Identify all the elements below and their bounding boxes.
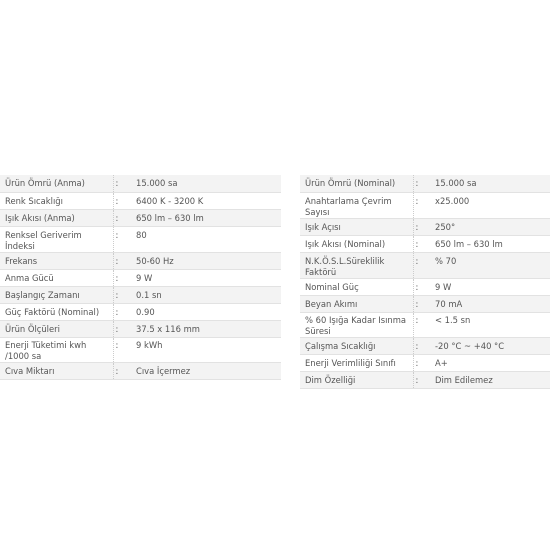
separator: : (113, 337, 131, 362)
spec-label: Enerji Verimliliği Sınıfı (300, 354, 413, 371)
table-row (300, 252, 550, 278)
table-row (0, 209, 281, 226)
table-row (300, 218, 550, 235)
spec-table-right (300, 175, 550, 389)
spec-label: Renk Sıcaklığı (0, 192, 113, 209)
spec-label: Işık Akısı (Nominal) (300, 235, 413, 252)
separator: : (413, 235, 430, 252)
spec-label: Anahtarlama Çevrim Sayısı (300, 192, 413, 218)
spec-value: % 70 (430, 252, 550, 278)
table-row (0, 252, 281, 269)
spec-table-left (0, 175, 281, 380)
spec-value: 6400 K - 3200 K (131, 192, 281, 209)
spec-value: x25.000 (430, 192, 550, 218)
separator: : (413, 192, 430, 218)
spec-label: Çalışma Sıcaklığı (300, 337, 413, 354)
separator: : (413, 218, 430, 235)
spec-value: 650 lm – 630 lm (430, 235, 550, 252)
separator: : (413, 278, 430, 295)
spec-value: 250° (430, 218, 550, 235)
spec-value: -20 °C ~ +40 °C (430, 337, 550, 354)
spec-value: 0.1 sn (131, 286, 281, 303)
spec-label: Güç Faktörü (Nominal) (0, 303, 113, 320)
separator: : (413, 175, 430, 192)
separator: : (113, 303, 131, 320)
separator: : (113, 362, 131, 379)
spec-label: Anma Gücü (0, 269, 113, 286)
spec-label: Beyan Akımı (300, 295, 413, 312)
table-row (300, 312, 550, 337)
separator: : (113, 320, 131, 337)
spec-value: 80 (131, 226, 281, 252)
table-row (0, 286, 281, 303)
table-row (0, 303, 281, 320)
separator: : (413, 354, 430, 371)
spec-value: 70 mA (430, 295, 550, 312)
spec-label: Nominal Güç (300, 278, 413, 295)
table-row (0, 337, 281, 362)
separator: : (413, 252, 430, 278)
spec-label: Başlangıç Zamanı (0, 286, 113, 303)
spec-value: A+ (430, 354, 550, 371)
spec-label: Frekans (0, 252, 113, 269)
separator: : (113, 252, 131, 269)
spec-value: 9 W (430, 278, 550, 295)
separator: : (413, 371, 430, 388)
separator: : (113, 192, 131, 209)
table-row (300, 337, 550, 354)
spec-label: % 60 Işığa Kadar Isınma Süresi (300, 312, 413, 337)
spec-value: 15.000 sa (430, 175, 550, 192)
spec-label: Dim Özelliği (300, 371, 413, 388)
spec-label: Işık Açısı (300, 218, 413, 235)
separator: : (113, 269, 131, 286)
separator: : (413, 312, 430, 337)
table-row (0, 269, 281, 286)
table-row (0, 175, 281, 192)
spec-value: 650 lm – 630 lm (131, 209, 281, 226)
spec-value: 0.90 (131, 303, 281, 320)
spec-label: Ürün Ömrü (Nominal) (300, 175, 413, 192)
spec-value: 37.5 x 116 mm (131, 320, 281, 337)
spec-value: < 1.5 sn (430, 312, 550, 337)
spec-value: Dim Edilemez (430, 371, 550, 388)
separator: : (113, 226, 131, 252)
spec-label: Cıva Miktarı (0, 362, 113, 379)
spec-label: Işık Akısı (Anma) (0, 209, 113, 226)
spec-label: Enerji Tüketimi kwh /1000 sa (0, 337, 113, 362)
table-row (300, 278, 550, 295)
spec-value: 15.000 sa (131, 175, 281, 192)
spec-value: 9 kWh (131, 337, 281, 362)
spec-label: Ürün Ömrü (Anma) (0, 175, 113, 192)
spec-value: 50-60 Hz (131, 252, 281, 269)
table-row (0, 362, 281, 379)
table-row (300, 192, 550, 218)
separator: : (113, 286, 131, 303)
table-row (0, 192, 281, 209)
spec-label: Renksel Geriverim İndeksi (0, 226, 113, 252)
separator: : (413, 337, 430, 354)
table-row (0, 320, 281, 337)
spec-value: 9 W (131, 269, 281, 286)
table-row (0, 226, 281, 252)
spec-label: Ürün Ölçüleri (0, 320, 113, 337)
separator: : (113, 175, 131, 192)
separator: : (413, 295, 430, 312)
table-row (300, 354, 550, 371)
table-row (300, 295, 550, 312)
table-row (300, 175, 550, 192)
table-row (300, 371, 550, 388)
spec-value: Cıva İçermez (131, 362, 281, 379)
table-row (300, 235, 550, 252)
spec-label: N.K.Ö.S.L.Süreklilik Faktörü (300, 252, 413, 278)
separator: : (113, 209, 131, 226)
